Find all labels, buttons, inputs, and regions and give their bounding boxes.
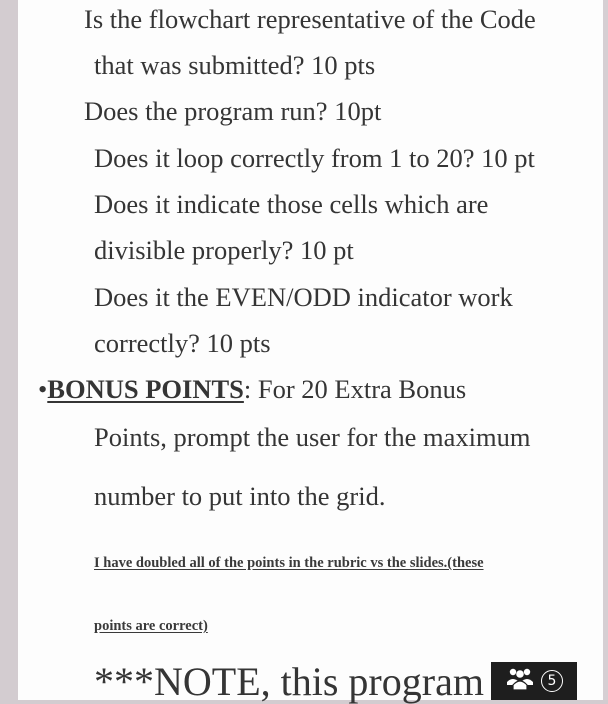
rubric-line-program-run: Does the program run? 10pt bbox=[84, 96, 382, 126]
rubric-line-loop: Does it loop correctly from 1 to 20? 10 pt bbox=[94, 143, 535, 173]
bullet: • bbox=[38, 374, 48, 404]
participants-button[interactable] bbox=[491, 662, 577, 700]
rubric-line-divisible-cont: divisible properly? 10 pt bbox=[94, 235, 354, 265]
rubric-line-flowchart-cont: that was submitted? 10 pts bbox=[94, 50, 376, 80]
bonus-line-2: Points, prompt the user for the maximum bbox=[94, 422, 531, 452]
people-icon bbox=[505, 666, 535, 697]
bonus-line-3: number to put into the grid. bbox=[94, 481, 386, 511]
points-doubled-note: I have doubled all of the points in the rubric vs the slides.(these bbox=[94, 555, 484, 571]
bonus-text: : For 20 Extra Bonus bbox=[243, 374, 467, 404]
rubric-line-flowchart: Is the flowchart representative of the Code bbox=[84, 4, 536, 34]
rubric-line-even-odd-cont: correctly? 10 pts bbox=[94, 328, 271, 358]
rubric-line-divisible: Does it indicate those cells which are bbox=[94, 189, 489, 219]
program-note: ***NOTE, this program bbox=[94, 659, 484, 704]
participant-count: 5 bbox=[541, 670, 563, 692]
points-doubled-note-cont: points are correct) bbox=[94, 618, 208, 634]
right-gutter bbox=[603, 0, 608, 700]
rubric-line-even-odd: Does it the EVEN/ODD indicator work bbox=[94, 282, 513, 312]
bonus-label: BONUS POINTS bbox=[47, 374, 244, 404]
bonus-points-line bbox=[38, 374, 466, 404]
